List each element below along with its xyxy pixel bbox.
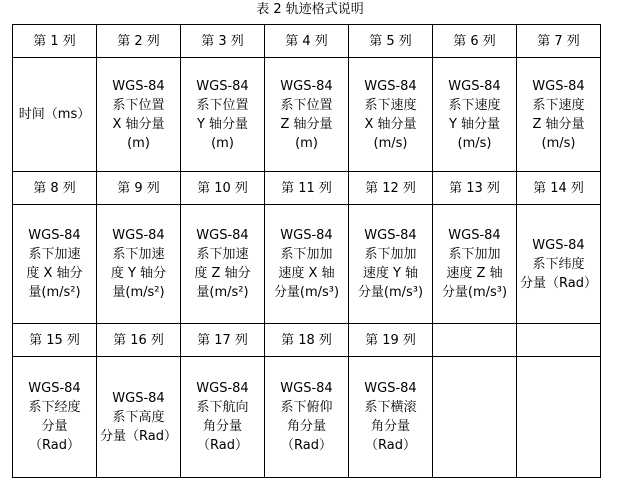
description-line: 角分量 bbox=[202, 419, 242, 434]
description-line: 角分量 bbox=[370, 419, 410, 434]
description-line: WGS-84 bbox=[280, 78, 333, 94]
description-cell bbox=[265, 357, 349, 478]
description-line: WGS-84 bbox=[364, 228, 417, 243]
description-line: WGS-84 bbox=[28, 228, 81, 243]
description-line: 速度 Y 轴 bbox=[362, 266, 419, 281]
description-text bbox=[100, 389, 177, 446]
description-text bbox=[280, 379, 332, 455]
description-line: WGS-84 bbox=[532, 237, 585, 253]
description-text bbox=[520, 236, 597, 293]
column-header-cell: 第 10 列 bbox=[181, 172, 265, 205]
description-line: 度 Y 轴分 bbox=[110, 266, 167, 281]
description-line: (m/s) bbox=[373, 135, 408, 151]
description-line: (m) bbox=[211, 135, 234, 151]
column-header-cell bbox=[433, 324, 517, 357]
description-line: 系下位置 bbox=[112, 97, 165, 113]
description-line: 分量(m/s³) bbox=[273, 285, 340, 300]
description-line: 系下航向 bbox=[196, 400, 249, 415]
description-line: 系下加速 bbox=[196, 247, 249, 262]
description-cell bbox=[13, 205, 97, 324]
description-line: 系下加速 bbox=[28, 247, 81, 262]
column-header-cell: 第 18 列 bbox=[265, 324, 349, 357]
description-line: 时间（ms） bbox=[18, 107, 91, 122]
description-line: Y 轴分量 bbox=[196, 116, 249, 132]
description-line: 量(m/s²) bbox=[112, 285, 165, 300]
description-line: 系下加加 bbox=[280, 247, 333, 262]
column-header-cell: 第 7 列 bbox=[517, 25, 601, 58]
column-header-cell: 第 5 列 bbox=[349, 25, 433, 58]
description-line: 分量(m/s³) bbox=[441, 285, 508, 300]
column-header-cell: 第 16 列 bbox=[97, 324, 181, 357]
description-cell bbox=[97, 205, 181, 324]
description-line: WGS-84 bbox=[280, 228, 333, 243]
column-header-cell: 第 15 列 bbox=[13, 324, 97, 357]
description-line: 度 X 轴分 bbox=[26, 266, 83, 281]
header-row bbox=[13, 324, 601, 357]
description-line: （Rad） bbox=[365, 438, 416, 453]
description-line: 角分量 bbox=[286, 419, 326, 434]
description-line: WGS-84 bbox=[532, 78, 585, 94]
description-text bbox=[364, 77, 416, 153]
description-text bbox=[111, 226, 166, 302]
column-header-cell: 第 1 列 bbox=[13, 25, 97, 58]
description-cell bbox=[349, 58, 433, 172]
description-cell bbox=[433, 357, 517, 478]
description-line: 系下速度 bbox=[532, 97, 585, 113]
column-header-cell: 第 17 列 bbox=[181, 324, 265, 357]
description-line: 速度 X 轴 bbox=[278, 266, 335, 281]
description-line: Y 轴分量 bbox=[448, 116, 501, 132]
description-row bbox=[13, 58, 601, 172]
column-header-cell: 第 6 列 bbox=[433, 25, 517, 58]
description-line: WGS-84 bbox=[196, 228, 249, 243]
description-line: 系下加加 bbox=[448, 247, 501, 262]
description-text bbox=[532, 77, 584, 153]
description-cell bbox=[13, 58, 97, 172]
column-header-cell: 第 2 列 bbox=[97, 25, 181, 58]
column-header-cell: 第 9 列 bbox=[97, 172, 181, 205]
column-header-cell: 第 13 列 bbox=[433, 172, 517, 205]
description-row bbox=[13, 357, 601, 478]
description-cell bbox=[13, 357, 97, 478]
description-cell bbox=[181, 357, 265, 478]
description-cell bbox=[97, 357, 181, 478]
description-text bbox=[358, 226, 423, 302]
description-line: （Rad） bbox=[197, 438, 248, 453]
description-line: (m/s) bbox=[457, 135, 492, 151]
description-line: WGS-84 bbox=[112, 228, 165, 243]
description-line: 分量（Rad） bbox=[100, 428, 177, 444]
description-line: 系下横滚 bbox=[364, 400, 417, 415]
description-line: WGS-84 bbox=[364, 381, 417, 396]
description-cell bbox=[265, 205, 349, 324]
description-line: WGS-84 bbox=[448, 228, 501, 243]
description-text bbox=[194, 226, 250, 302]
description-line: 系下经度 bbox=[28, 400, 81, 415]
table-caption: 表 2 轨迹格式说明 bbox=[256, 2, 364, 17]
description-line: 系下速度 bbox=[448, 97, 501, 113]
description-line: 系下高度 bbox=[112, 409, 165, 425]
description-line: Z 轴分量 bbox=[532, 116, 585, 132]
description-line: WGS-84 bbox=[364, 78, 417, 94]
description-line: （Rad） bbox=[29, 438, 80, 453]
description-text bbox=[112, 77, 164, 153]
description-line: 量(m/s²) bbox=[28, 285, 81, 300]
description-text bbox=[448, 77, 500, 153]
description-line: 量(m/s²) bbox=[196, 285, 249, 300]
description-line: (m) bbox=[127, 135, 150, 151]
description-line: (m) bbox=[295, 135, 318, 151]
description-line: Z 轴分量 bbox=[280, 116, 333, 132]
description-line: 系下俯仰 bbox=[280, 400, 333, 415]
description-cell bbox=[517, 58, 601, 172]
description-text bbox=[274, 226, 339, 302]
header-row bbox=[13, 172, 601, 205]
column-header-cell: 第 19 列 bbox=[349, 324, 433, 357]
column-header-cell: 第 12 列 bbox=[349, 172, 433, 205]
description-line: WGS-84 bbox=[196, 381, 249, 396]
description-line: 系下位置 bbox=[196, 97, 249, 113]
description-line: 系下加速 bbox=[112, 247, 165, 262]
description-cell bbox=[181, 205, 265, 324]
description-line: 系下加加 bbox=[364, 247, 417, 262]
description-cell bbox=[97, 58, 181, 172]
description-text bbox=[196, 77, 248, 153]
description-line: 度 Z 轴分 bbox=[194, 266, 251, 281]
description-line: （Rad） bbox=[281, 438, 332, 453]
description-text bbox=[19, 105, 90, 124]
description-line: WGS-84 bbox=[28, 381, 81, 396]
description-line: 分量(m/s³) bbox=[357, 285, 424, 300]
description-line: WGS-84 bbox=[280, 381, 333, 396]
description-text bbox=[196, 379, 248, 455]
description-text bbox=[28, 379, 80, 455]
column-header-cell bbox=[517, 324, 601, 357]
description-line: X 轴分量 bbox=[112, 116, 165, 132]
header-row bbox=[13, 25, 601, 58]
description-line: 系下位置 bbox=[280, 97, 333, 113]
description-line: 分量（Rad） bbox=[520, 275, 597, 291]
description-line: 系下速度 bbox=[364, 97, 417, 113]
description-line: WGS-84 bbox=[112, 78, 165, 94]
description-text bbox=[280, 77, 332, 153]
description-line: 速度 Z 轴 bbox=[446, 266, 503, 281]
description-cell bbox=[517, 205, 601, 324]
description-row bbox=[13, 205, 601, 324]
table-body bbox=[13, 25, 601, 478]
description-cell bbox=[349, 357, 433, 478]
description-cell bbox=[349, 205, 433, 324]
column-header-cell: 第 4 列 bbox=[265, 25, 349, 58]
description-text bbox=[26, 226, 82, 302]
column-header-cell: 第 14 列 bbox=[517, 172, 601, 205]
description-text bbox=[364, 379, 416, 455]
column-header-cell: 第 3 列 bbox=[181, 25, 265, 58]
description-line: WGS-84 bbox=[112, 390, 165, 406]
description-line: (m/s) bbox=[541, 135, 576, 151]
description-line: 分量 bbox=[41, 419, 68, 434]
description-cell bbox=[265, 58, 349, 172]
track-format-table bbox=[12, 24, 601, 478]
description-text bbox=[442, 226, 507, 302]
description-line: 系下纬度 bbox=[532, 256, 585, 272]
description-cell bbox=[433, 58, 517, 172]
description-cell bbox=[181, 58, 265, 172]
description-line: WGS-84 bbox=[448, 78, 501, 94]
description-cell bbox=[517, 357, 601, 478]
description-cell bbox=[433, 205, 517, 324]
description-line: WGS-84 bbox=[196, 78, 249, 94]
column-header-cell: 第 11 列 bbox=[265, 172, 349, 205]
description-line: X 轴分量 bbox=[364, 116, 417, 132]
column-header-cell: 第 8 列 bbox=[13, 172, 97, 205]
